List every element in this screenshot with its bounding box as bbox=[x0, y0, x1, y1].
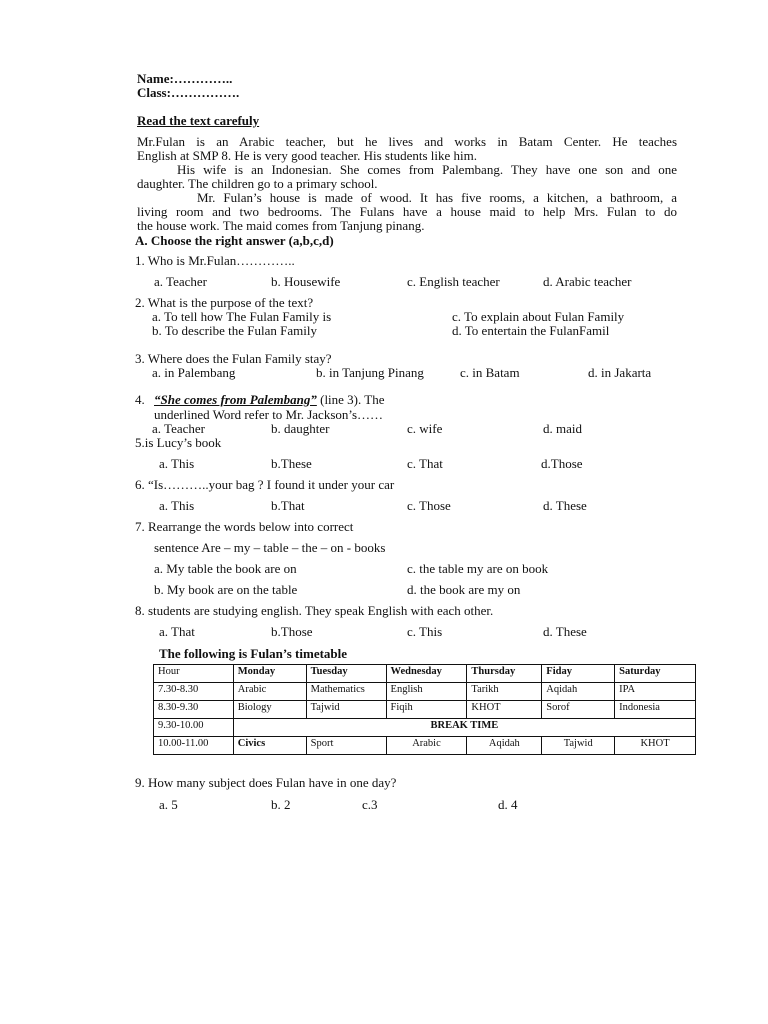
table-cell: Mathematics bbox=[306, 683, 386, 701]
q9-option-a: a. 5 bbox=[159, 797, 178, 812]
table-cell: Sorof bbox=[542, 701, 615, 719]
q3-option-b: b. in Tanjung Pinang bbox=[316, 365, 424, 380]
q5-option-b: b.These bbox=[271, 456, 312, 471]
section-a-title: A. Choose the right answer (a,b,c,d) bbox=[135, 233, 334, 248]
table-cell: IPA bbox=[615, 683, 696, 701]
question-4 bbox=[135, 393, 385, 407]
q9-option-c: c.3 bbox=[362, 797, 378, 812]
q6-option-c: c. Those bbox=[407, 498, 451, 513]
question-3: 3. Where does the Fulan Family stay? bbox=[135, 351, 332, 366]
table-row bbox=[154, 701, 696, 719]
q4-quote: “She comes from Palembang” bbox=[154, 392, 317, 407]
table-cell: Monday bbox=[233, 665, 306, 683]
q8-option-c: c. This bbox=[407, 624, 443, 639]
q4-option-a: a. Teacher bbox=[152, 421, 205, 436]
q2-option-b: b. To describe the Fulan Family bbox=[152, 323, 317, 338]
question-7: 7. Rearrange the words below into correct bbox=[135, 519, 354, 534]
table-cell: Arabic bbox=[386, 737, 467, 755]
q1-option-a: a. Teacher bbox=[154, 274, 207, 289]
table-cell: Arabic bbox=[233, 683, 306, 701]
question-9: 9. How many subject does Fulan have in one day? bbox=[135, 775, 397, 790]
table-cell: Hour bbox=[154, 665, 234, 683]
q5-option-a: a. This bbox=[159, 456, 195, 471]
name-line: Name:………….. bbox=[137, 71, 233, 86]
question-1: 1. Who is Mr.Fulan………….. bbox=[135, 253, 295, 268]
q1-option-d: d. Arabic teacher bbox=[543, 274, 632, 289]
passage-line: living room and two bedrooms. The Fulans have a house maid to help Mrs. Fulan to do bbox=[137, 204, 677, 219]
q7-option-a: a. My table the book are on bbox=[154, 561, 297, 576]
break-time-cell: BREAK TIME bbox=[233, 719, 695, 737]
table-cell: Tajwid bbox=[542, 737, 615, 755]
table-cell: 7.30-8.30 bbox=[154, 683, 234, 701]
passage-line: His wife is an Indonesian. She comes from Palembang. They have one son and one bbox=[177, 162, 677, 177]
q6-option-b: b.That bbox=[271, 498, 305, 513]
table-cell: Tajwid bbox=[306, 701, 386, 719]
q8-option-a: a. That bbox=[159, 624, 195, 639]
q8-option-d: d. These bbox=[543, 624, 587, 639]
q4-option-d: d. maid bbox=[543, 421, 582, 436]
read-title: Read the text carefuly bbox=[137, 113, 260, 128]
q4-number: 4. bbox=[135, 392, 145, 407]
q4-line-2: underlined Word refer to Mr. Jackson’s…… bbox=[154, 407, 384, 422]
q8-option-b: b.Those bbox=[271, 624, 313, 639]
q2-option-d: d. To entertain the FulanFamil bbox=[452, 323, 610, 338]
table-cell: Civics bbox=[233, 737, 306, 755]
q5-option-c: c. That bbox=[407, 456, 443, 471]
passage-line: daughter. The children go to a primary school. bbox=[137, 176, 378, 191]
q3-option-d: d. in Jakarta bbox=[588, 365, 652, 380]
table-cell: Wednesday bbox=[386, 665, 467, 683]
q2-option-c: c. To explain about Fulan Family bbox=[452, 309, 625, 324]
question-8: 8. students are studying english. They speak English with each other. bbox=[135, 603, 494, 618]
table-cell: Fiqih bbox=[386, 701, 467, 719]
table-cell: Tarikh bbox=[467, 683, 542, 701]
table-cell: Sport bbox=[306, 737, 386, 755]
q4-option-c: c. wife bbox=[407, 421, 443, 436]
timetable bbox=[153, 664, 696, 755]
q1-option-b: b. Housewife bbox=[271, 274, 341, 289]
question-6: 6. “Is………..your bag ? I found it under your car bbox=[135, 477, 395, 492]
table-cell: Indonesia bbox=[615, 701, 696, 719]
table-cell: Aqidah bbox=[467, 737, 542, 755]
question-5: 5.is Lucy’s book bbox=[135, 435, 222, 450]
passage-line: the house work. The maid comes from Tanjung pinang. bbox=[137, 218, 425, 233]
table-cell: 10.00-11.00 bbox=[154, 737, 234, 755]
q6-option-d: d. These bbox=[543, 498, 587, 513]
table-cell: Fiday bbox=[542, 665, 615, 683]
q1-option-c: c. English teacher bbox=[407, 274, 500, 289]
q9-option-d: d. 4 bbox=[498, 797, 518, 812]
passage-line: English at SMP 8. He is very good teacher. His students like him. bbox=[137, 148, 478, 163]
table-cell: Aqidah bbox=[542, 683, 615, 701]
question-2: 2. What is the purpose of the text? bbox=[135, 295, 314, 310]
q3-option-c: c. in Batam bbox=[460, 365, 520, 380]
table-cell: English bbox=[386, 683, 467, 701]
q4-option-b: b. daughter bbox=[271, 421, 330, 436]
table-cell: 9.30-10.00 bbox=[154, 719, 234, 737]
table-cell: KHOT bbox=[467, 701, 542, 719]
timetable-title: The following is Fulan’s timetable bbox=[159, 646, 348, 661]
table-row bbox=[154, 665, 696, 683]
q7-option-c: c. the table my are on book bbox=[407, 561, 549, 576]
table-row bbox=[154, 737, 696, 755]
q4-rest: (line 3). The bbox=[316, 392, 385, 407]
passage-line: Mr. Fulan’s house is made of wood. It has five rooms, a kitchen, a bathroom, a bbox=[197, 190, 677, 205]
q6-option-a: a. This bbox=[159, 498, 195, 513]
table-cell: KHOT bbox=[615, 737, 696, 755]
q9-option-b: b. 2 bbox=[271, 797, 291, 812]
q2-option-a: a. To tell how The Fulan Family is bbox=[152, 309, 332, 324]
q7-option-b: b. My book are on the table bbox=[154, 582, 298, 597]
class-line: Class:……………. bbox=[137, 85, 240, 100]
table-cell: Saturday bbox=[615, 665, 696, 683]
table-cell: Tuesday bbox=[306, 665, 386, 683]
table-cell: Biology bbox=[233, 701, 306, 719]
passage-line: Mr.Fulan is an Arabic teacher, but he lives and works in Batam Center. He teaches bbox=[137, 134, 677, 149]
table-cell: Thursday bbox=[467, 665, 542, 683]
q5-option-d: d.Those bbox=[541, 456, 583, 471]
table-row bbox=[154, 683, 696, 701]
q7-option-d: d. the book are my on bbox=[407, 582, 521, 597]
q7-line-2: sentence Are – my – table – the – on - books bbox=[154, 540, 386, 555]
q3-option-a: a. in Palembang bbox=[152, 365, 236, 380]
table-cell: 8.30-9.30 bbox=[154, 701, 234, 719]
table-row bbox=[154, 719, 696, 737]
